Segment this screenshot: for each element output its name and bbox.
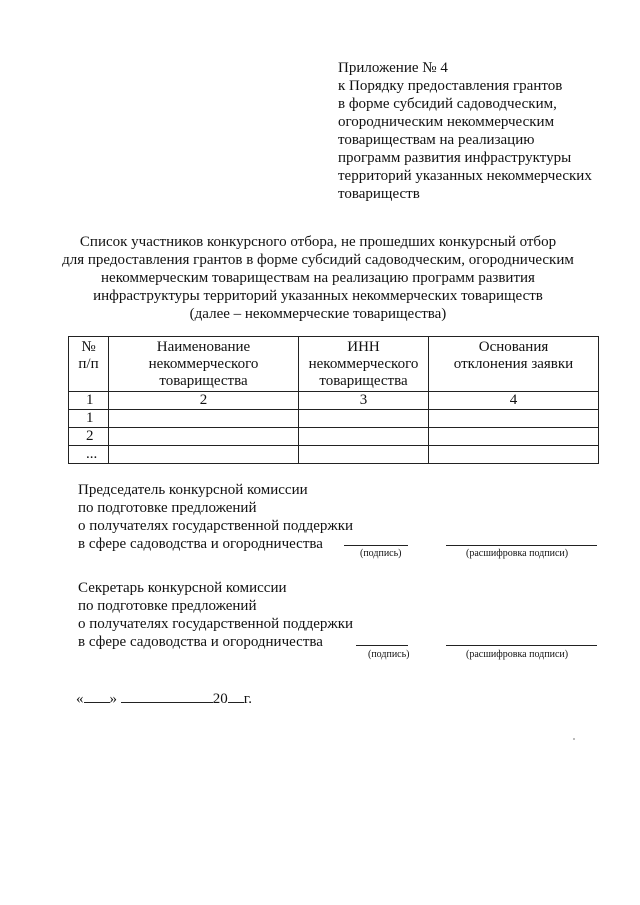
chairman-line: в сфере садоводства и огородничества: [78, 536, 323, 552]
secretary-line: в сфере садоводства и огородничества: [78, 634, 323, 650]
appendix-line: программ развития инфраструктуры: [338, 150, 572, 166]
secretary-line: Секретарь конкурсной комиссии: [78, 580, 287, 596]
table-cell: [109, 410, 299, 428]
header-number: № п/п: [69, 337, 109, 392]
table-cell: [429, 428, 599, 446]
scan-speck: [573, 738, 575, 740]
table-cell: 4: [429, 392, 599, 410]
secretary-block: [78, 579, 378, 651]
secretary-line: по подготовке предложений: [78, 598, 257, 614]
table-row: [69, 410, 599, 428]
header-reasons: Основания отклонения заявки: [429, 337, 599, 392]
table-cell: [429, 410, 599, 428]
list-title: [40, 233, 596, 323]
list-title-line: инфраструктуры территорий указанных некоммерческих товариществ: [93, 288, 543, 304]
table-row: [69, 446, 599, 464]
table-cell: [109, 446, 299, 464]
year-suffix: г.: [243, 691, 252, 707]
header-name: Наименование некоммерческого товарищества: [109, 337, 299, 392]
participants-table: [68, 336, 599, 464]
list-title-line: (далее – некоммерческие товарищества): [189, 306, 447, 322]
appendix-line: территорий указанных некоммерческих: [338, 168, 592, 184]
table-cell: [299, 446, 429, 464]
chairman-line: Председатель конкурсной комиссии: [78, 482, 308, 498]
table-cell: [429, 446, 599, 464]
day-blank: [84, 688, 110, 703]
table-row: [69, 428, 599, 446]
appendix-heading: [338, 59, 618, 203]
year-blank: [228, 688, 244, 703]
appendix-line: товариществам на реализацию: [338, 132, 535, 148]
appendix-line: огородническим некоммерческим: [338, 114, 555, 130]
chairman-line: о получателях государственной поддержки: [78, 518, 354, 534]
table-cell: 3: [299, 392, 429, 410]
table-cell: ...: [69, 446, 109, 464]
month-blank: [121, 688, 213, 703]
header-inn: ИНН некоммерческого товарищества: [299, 337, 429, 392]
table-cell: 1: [69, 392, 109, 410]
secretary-signature-line: [356, 645, 408, 646]
chairman-signature-line: [344, 545, 408, 546]
secretary-decoding-line: [446, 645, 597, 646]
appendix-line: к Порядку предоставления грантов: [338, 78, 563, 94]
table-row: [69, 392, 599, 410]
table-cell: 2: [69, 428, 109, 446]
table-cell: 2: [109, 392, 299, 410]
date-open-quote: «: [76, 691, 84, 707]
secretary-signature-caption: (подпись): [368, 649, 410, 660]
appendix-line: в форме субсидий садоводческим,: [338, 96, 557, 112]
list-title-line: для предоставления грантов в форме субсидий садоводческим, огородническим: [62, 252, 574, 268]
secretary-line: о получателях государственной поддержки: [78, 616, 354, 632]
chairman-decoding-caption: (расшифровка подписи): [466, 548, 569, 559]
table-cell: [299, 428, 429, 446]
date-line: [76, 688, 252, 708]
appendix-line: Приложение № 4: [338, 60, 448, 76]
secretary-decoding-caption: (расшифровка подписи): [466, 649, 569, 660]
chairman-signature-caption: (подпись): [360, 548, 402, 559]
year-prefix: 20: [212, 691, 228, 707]
chairman-decoding-line: [446, 545, 597, 546]
chairman-block: [78, 481, 378, 553]
list-title-line: некоммерческим товариществам на реализацию программ развития: [101, 270, 535, 286]
table-cell: [109, 428, 299, 446]
table-cell: [299, 410, 429, 428]
appendix-line: товариществ: [338, 186, 420, 202]
list-title-line: Список участников конкурсного отбора, не прошедших конкурсный отбор: [79, 234, 557, 250]
chairman-line: по подготовке предложений: [78, 500, 257, 516]
table-header-row: [69, 337, 599, 392]
table-cell: 1: [69, 410, 109, 428]
date-close-quote: »: [109, 691, 117, 707]
